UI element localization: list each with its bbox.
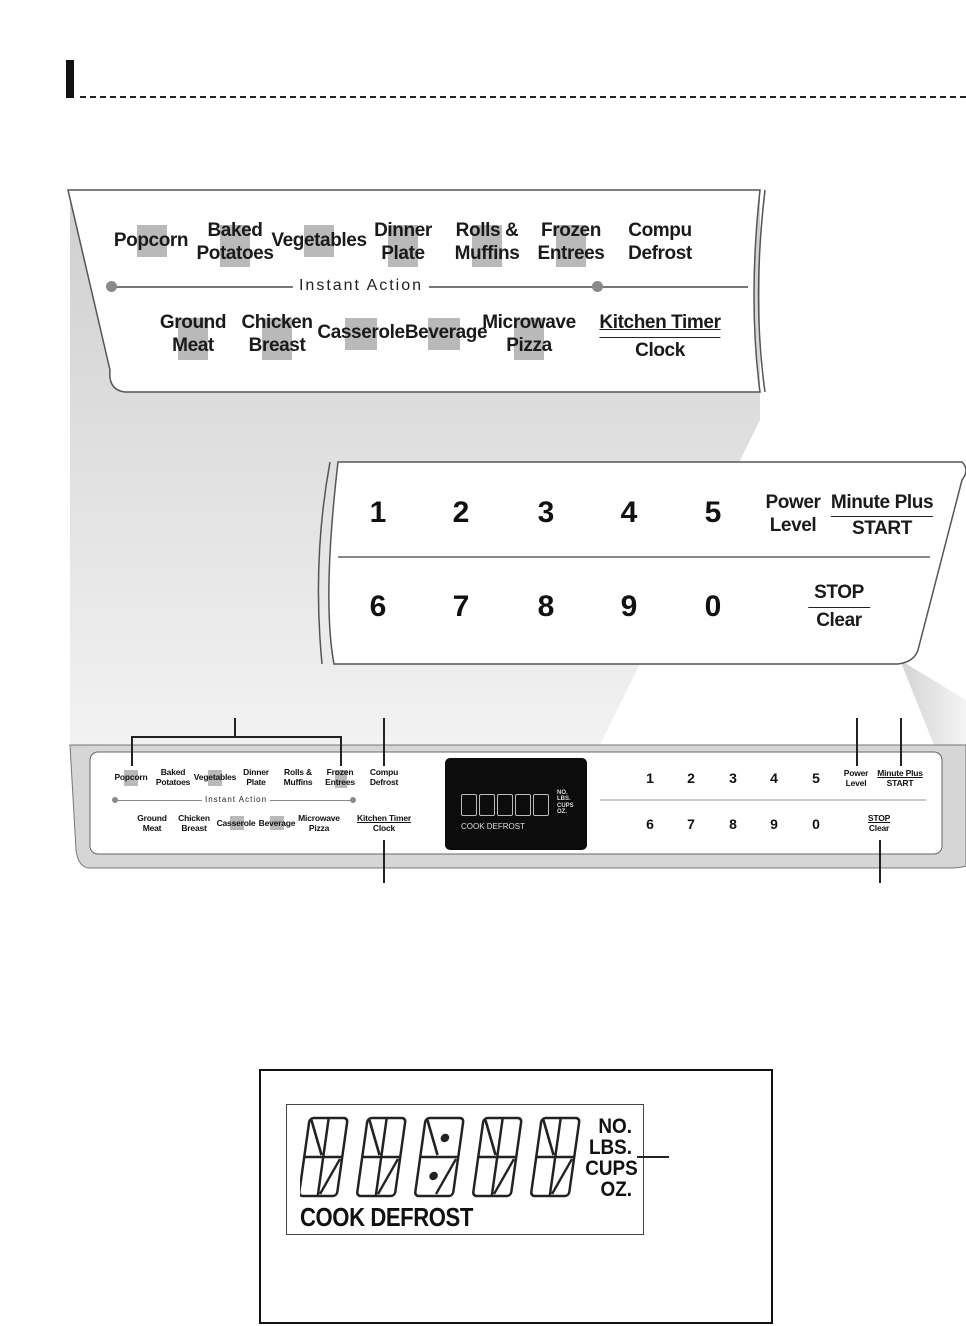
button-label: Breast xyxy=(248,334,306,356)
stop-label: STOP xyxy=(814,582,864,603)
mini-display-digits xyxy=(461,794,549,816)
mini-vegetables-button[interactable]: Vegetables xyxy=(193,772,237,782)
mini-number-key-2[interactable]: 2 xyxy=(687,770,695,786)
button-label: Potatoes xyxy=(155,777,191,788)
mini-dinner-plate-button[interactable] xyxy=(243,767,269,787)
number-key-1[interactable]: 1 xyxy=(369,496,387,529)
mini-frozen-entrees-button[interactable] xyxy=(325,767,355,787)
kitchen-timer-label: Kitchen Timer xyxy=(357,813,411,823)
mini-compu-defrost-button[interactable] xyxy=(370,767,398,787)
button-label: Dinner xyxy=(374,220,432,241)
button-label: Frozen xyxy=(326,767,354,777)
button-label: Ground xyxy=(137,813,167,823)
leader-line xyxy=(234,718,236,736)
instant-action-dot xyxy=(592,281,603,292)
number-key-6[interactable]: 6 xyxy=(369,590,387,623)
indicator-no: NO. xyxy=(598,1115,632,1138)
clear-label: Clear xyxy=(868,823,890,834)
button-label: Microwave xyxy=(298,813,340,823)
mini-number-key-6[interactable]: 6 xyxy=(646,816,654,832)
segment-digit xyxy=(473,1118,522,1196)
mini-digit xyxy=(479,794,495,816)
indicator-leader-line xyxy=(637,1156,669,1158)
number-key-3[interactable]: 3 xyxy=(537,496,555,529)
leader-line xyxy=(900,718,902,766)
mini-minute-plus-start-button[interactable] xyxy=(877,768,923,788)
mini-chicken-breast-button[interactable] xyxy=(178,813,210,833)
button-label: Defrost xyxy=(369,777,399,788)
kitchen-timer-clock-button[interactable] xyxy=(599,312,720,363)
button-label: Power xyxy=(843,768,869,778)
button-label: Rolls & xyxy=(284,767,312,777)
indicator-label: CUPS xyxy=(557,802,574,809)
mini-number-key-5[interactable]: 5 xyxy=(812,770,820,786)
button-label: Pizza xyxy=(308,823,330,834)
display-modes: COOK DEFROST xyxy=(300,1202,473,1232)
number-key-9[interactable]: 9 xyxy=(620,590,638,623)
chicken-breast-button[interactable] xyxy=(241,312,312,358)
baked-potatoes-button[interactable] xyxy=(196,220,273,266)
button-label: Muffins xyxy=(454,242,520,264)
leader-line xyxy=(856,718,858,766)
casserole-button[interactable]: Casserole xyxy=(317,322,405,343)
mini-number-key-3[interactable]: 3 xyxy=(729,770,737,786)
button-label: Ground xyxy=(159,312,227,333)
mini-digit xyxy=(515,794,531,816)
button-label: Meat xyxy=(172,334,214,356)
mini-digit xyxy=(533,794,549,816)
mini-popcorn-button[interactable]: Popcorn xyxy=(114,772,148,782)
clear-label: Clear xyxy=(808,607,870,633)
mini-beverage-button[interactable]: Beverage xyxy=(258,818,296,828)
clock-label: Clock xyxy=(599,337,720,363)
mini-number-key-7[interactable]: 7 xyxy=(687,816,695,832)
button-label: Plate xyxy=(381,242,425,264)
stop-clear-button[interactable] xyxy=(808,582,870,633)
mini-number-key-0[interactable]: 0 xyxy=(812,816,820,832)
mini-number-key-1[interactable]: 1 xyxy=(646,770,654,786)
mini-instant-action-label: Instant Action xyxy=(202,795,270,804)
mini-display-window xyxy=(445,758,587,850)
button-label: Breast xyxy=(181,823,207,834)
button-label: Defrost xyxy=(628,242,692,264)
instant-action-dot xyxy=(350,797,356,803)
mini-rolls-muffins-button[interactable] xyxy=(284,767,313,787)
mini-display-modes: COOK DEFROST xyxy=(461,822,526,831)
button-label: Meat xyxy=(142,823,162,834)
kitchen-timer-label: Kitchen Timer xyxy=(599,312,721,333)
clock-label: Clock xyxy=(372,823,396,834)
button-label: Plate xyxy=(246,777,266,788)
button-label: Level xyxy=(845,778,867,789)
indicator-cups: CUPS xyxy=(585,1157,638,1180)
display-indicators xyxy=(585,1115,638,1201)
button-label: Compu xyxy=(628,220,692,241)
instant-action-dot xyxy=(106,281,117,292)
button-label: Baked xyxy=(207,220,263,241)
indicator-label: NO. xyxy=(557,790,568,796)
button-label: Chicken xyxy=(241,312,313,333)
stop-label: STOP xyxy=(867,813,891,823)
mini-power-level-button[interactable] xyxy=(844,768,869,788)
button-label: Muffins xyxy=(283,777,313,788)
mini-digit xyxy=(497,794,513,816)
button-label: Entrees xyxy=(537,242,605,264)
mini-kitchen-timer-clock-button[interactable] xyxy=(357,813,411,833)
ground-meat-button[interactable] xyxy=(160,312,226,358)
mini-baked-potatoes-button[interactable] xyxy=(156,767,190,787)
button-label: Rolls & xyxy=(455,220,519,241)
segment-digit xyxy=(300,1118,348,1196)
dinner-plate-button[interactable] xyxy=(374,220,432,266)
button-label: Compu xyxy=(369,767,399,777)
button-label: Chicken xyxy=(178,813,210,823)
beverage-button[interactable]: Beverage xyxy=(404,322,488,343)
number-key-8[interactable]: 8 xyxy=(537,590,555,623)
mini-number-key-8[interactable]: 8 xyxy=(729,816,737,832)
leader-line xyxy=(340,736,342,766)
instant-action-label: Instant Action xyxy=(293,277,429,295)
indicator-lbs: LBS. xyxy=(588,1136,632,1159)
minute-plus-start-button[interactable] xyxy=(831,492,933,541)
mini-number-key-9[interactable]: 9 xyxy=(770,816,778,832)
vegetables-button[interactable]: Vegetables xyxy=(271,230,367,251)
segment-digit xyxy=(357,1118,406,1196)
mini-microwave-pizza-button[interactable] xyxy=(298,813,340,833)
microwave-pizza-button[interactable] xyxy=(482,312,576,358)
mini-ground-meat-button[interactable] xyxy=(137,813,167,833)
power-level-button[interactable] xyxy=(765,492,820,538)
number-key-2[interactable]: 2 xyxy=(452,496,470,529)
instant-action-dot xyxy=(112,797,118,803)
instant-action-line xyxy=(112,286,748,288)
button-label: Baked xyxy=(160,767,186,777)
minute-plus-label: Minute Plus xyxy=(877,768,923,778)
leader-line xyxy=(879,840,881,883)
minute-plus-label: Minute Plus xyxy=(830,492,934,513)
indicator-label: OZ. xyxy=(557,808,567,815)
rolls-muffins-button[interactable] xyxy=(455,220,520,266)
number-key-4[interactable]: 4 xyxy=(620,496,638,529)
mini-display-indicators xyxy=(557,790,574,815)
number-key-0[interactable]: 0 xyxy=(704,590,722,623)
segment-digit xyxy=(415,1118,464,1196)
button-label: Power xyxy=(765,492,821,513)
segment-digit xyxy=(531,1118,580,1196)
button-label: Frozen xyxy=(541,220,601,241)
display-segment-digits xyxy=(300,1116,585,1200)
start-label: START xyxy=(886,778,914,789)
button-label: Entrees xyxy=(325,777,355,788)
button-label: Pizza xyxy=(506,334,552,356)
mini-casserole-button[interactable]: Casserole xyxy=(216,818,256,828)
number-key-7[interactable]: 7 xyxy=(452,590,470,623)
compu-defrost-button[interactable] xyxy=(628,220,692,266)
frozen-entrees-button[interactable] xyxy=(538,220,605,266)
number-key-5[interactable]: 5 xyxy=(704,496,722,529)
mini-number-key-4[interactable]: 4 xyxy=(770,770,778,786)
mini-digit xyxy=(461,794,477,816)
leader-line xyxy=(383,840,385,883)
leader-line xyxy=(383,718,385,766)
mini-stop-clear-button[interactable] xyxy=(868,813,890,833)
popcorn-button[interactable]: Popcorn xyxy=(113,230,189,251)
indicator-oz: OZ. xyxy=(600,1178,632,1201)
leader-line xyxy=(131,736,133,766)
button-label: Microwave xyxy=(482,312,576,333)
button-label: Dinner xyxy=(243,767,269,777)
button-label: Potatoes xyxy=(196,242,274,264)
start-label: START xyxy=(831,516,933,541)
indicator-label: LBS. xyxy=(557,796,571,803)
bracket-line xyxy=(131,736,341,738)
button-label: Level xyxy=(769,514,817,536)
